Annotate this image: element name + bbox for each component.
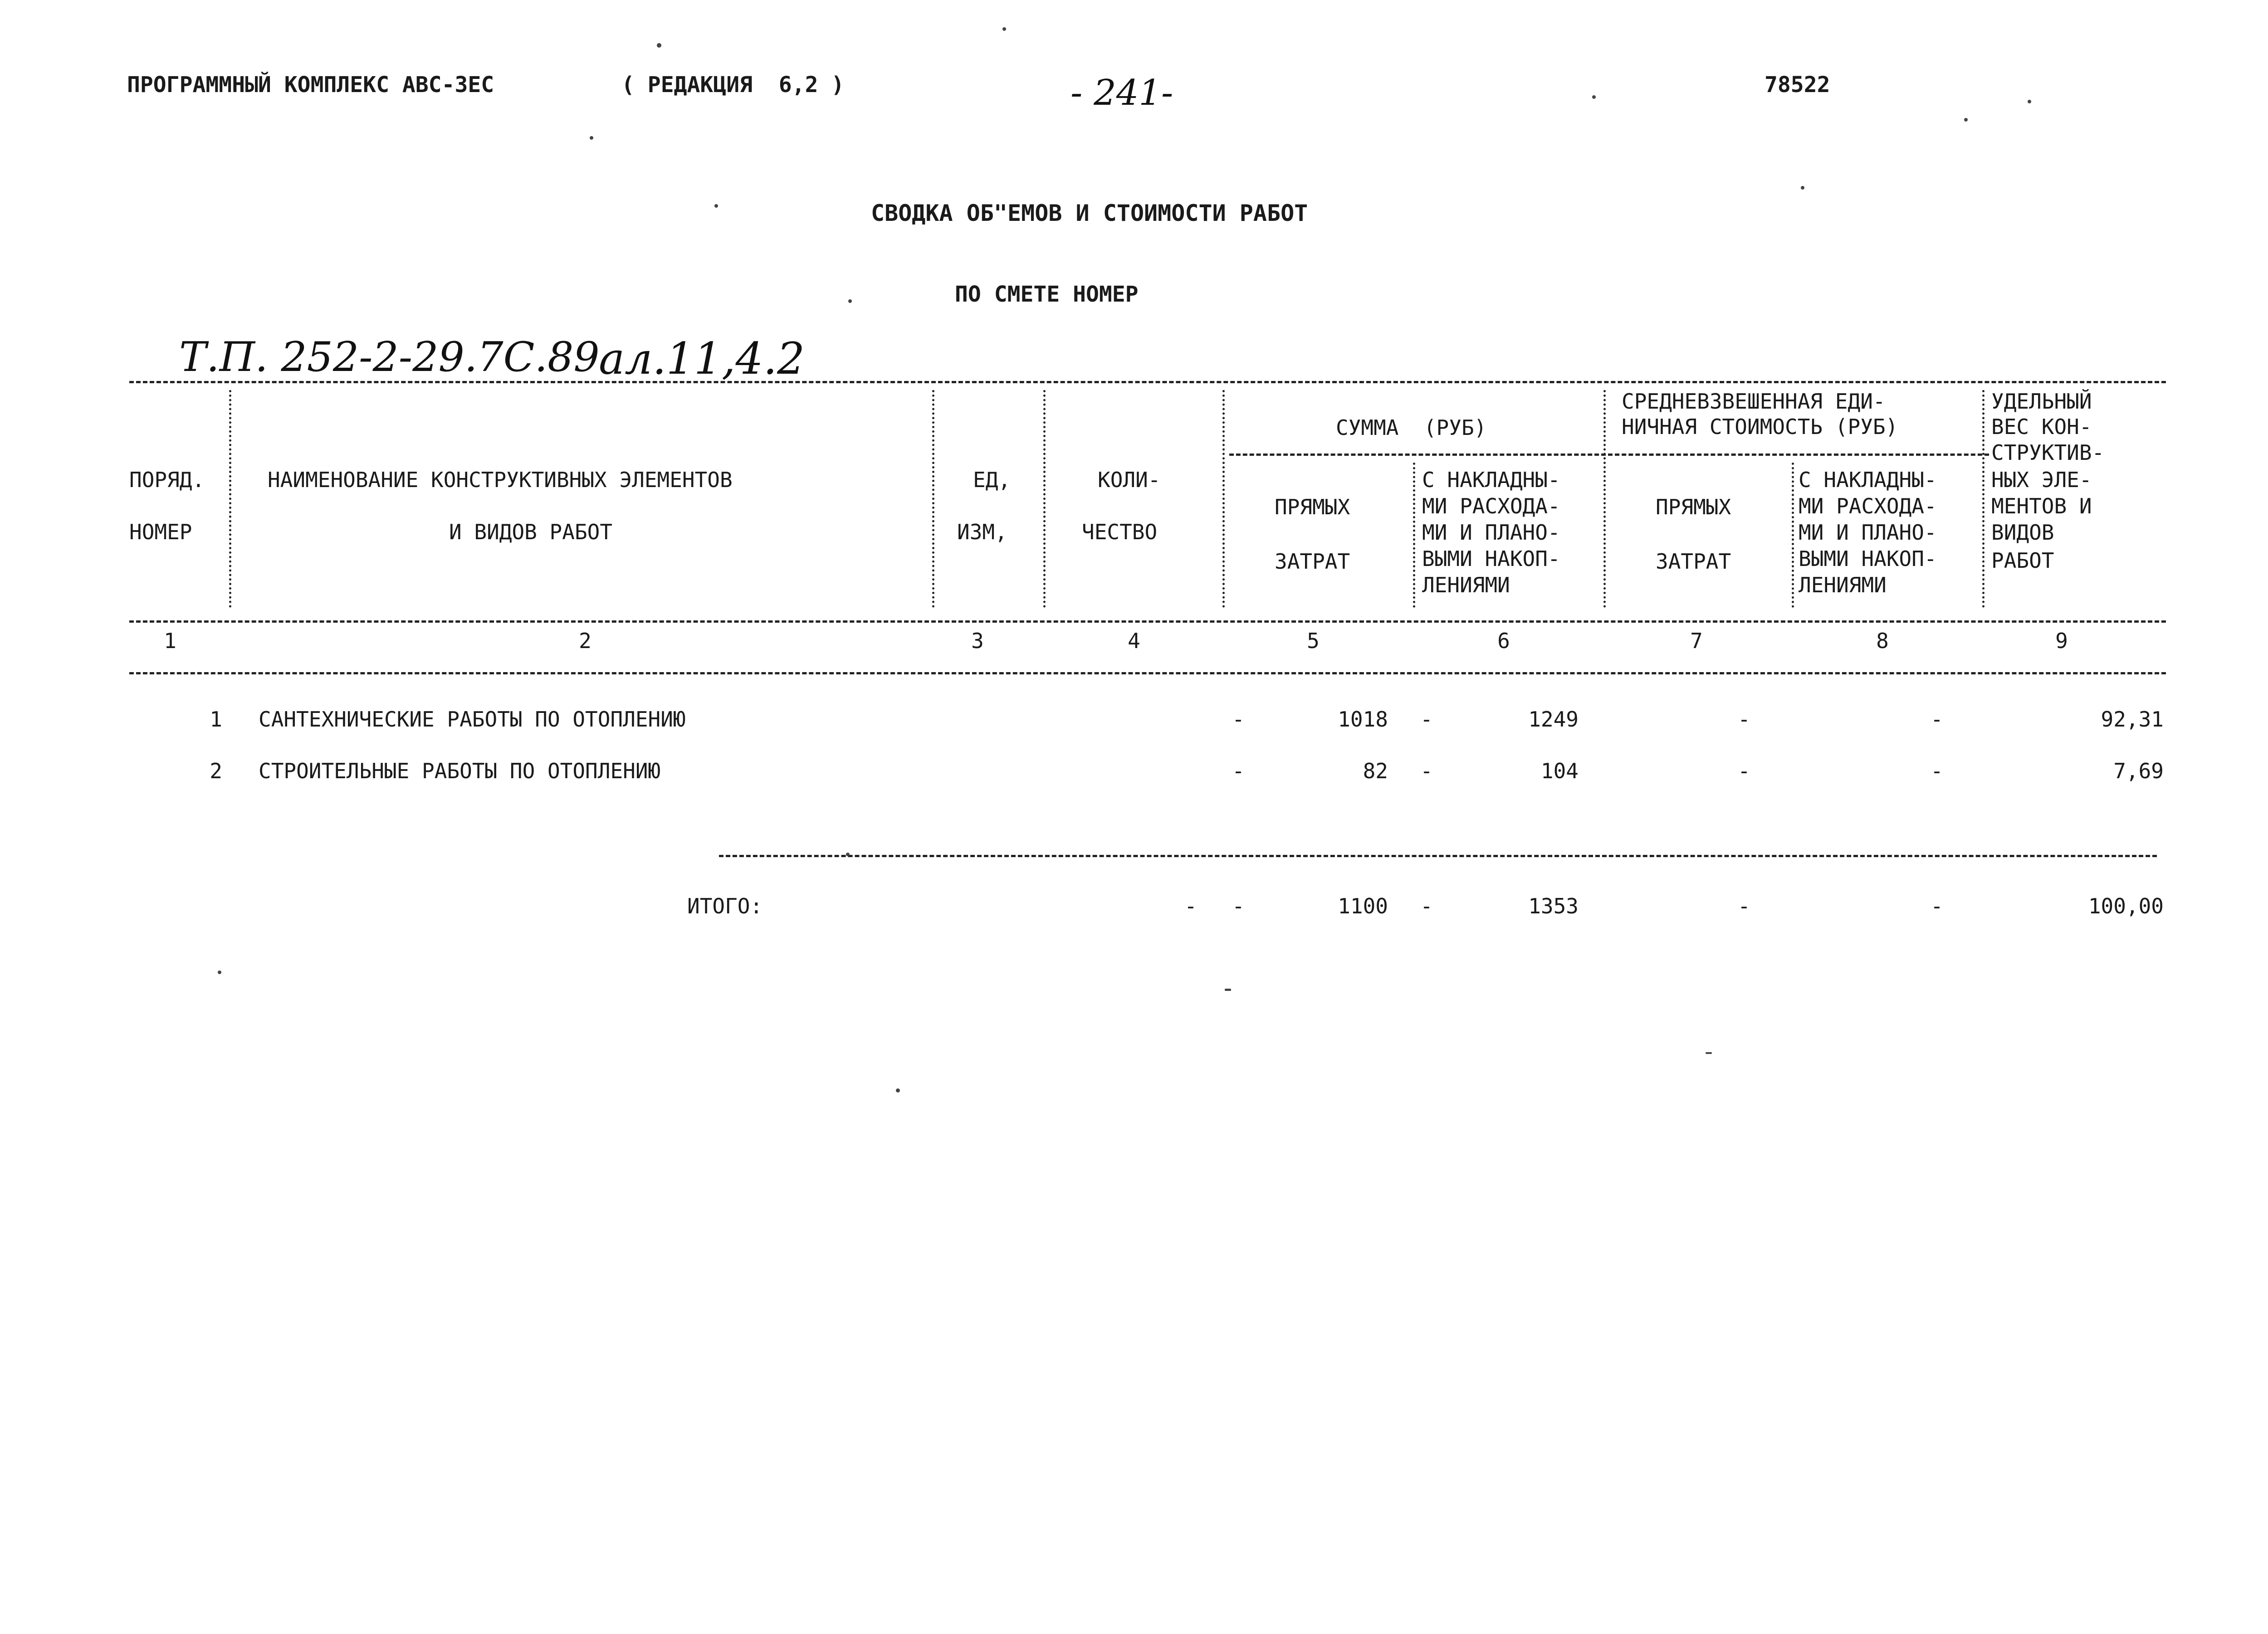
total-overhead-cost: 1353 [1528,894,1579,918]
column-number: 9 [2055,629,2068,653]
column-separator [229,390,231,608]
row-overhead-dash: - [1420,707,1433,732]
scan-speck [1225,989,1231,991]
column-number: 7 [1690,629,1703,653]
row-avg-overhead: - [1931,707,1943,732]
column-number: 5 [1307,629,1320,653]
row-share: 92,31 [2101,707,2164,732]
column-number: 8 [1876,629,1889,653]
header-avg-group-line1: СРЕДНЕВЗВЕШЕННАЯ ЕДИ- [1622,389,1886,414]
header-col6-line5: ЛЕНИЯМИ [1422,573,1510,597]
header-col9-line1: УДЕЛЬНЫЙ [1991,389,2092,414]
row-overhead-cost: 104 [1540,759,1579,783]
row-direct-cost: 82 [1363,759,1388,783]
total-direct-cost: 1100 [1338,894,1388,918]
header-sum-group: СУММА (РУБ) [1336,415,1487,440]
column-separator [1413,463,1415,608]
header-col9-line5: МЕНТОВ И [1991,494,2092,518]
header-col3-line1: ЕД, [973,468,1011,492]
row-avg-direct: - [1738,759,1750,783]
header-col3-line2: ИЗМ, [957,520,1007,544]
header-col1-line2: НОМЕР [129,520,192,544]
total-avg-direct: - [1738,894,1750,918]
header-col9-line7: РАБОТ [1991,548,2054,573]
header-col1-line1: ПОРЯД. [129,468,205,492]
row-overhead-cost: 1249 [1528,707,1579,732]
header-col2-line2: И ВИДОВ РАБОТ [449,520,613,544]
scan-speck [657,43,661,48]
column-separator [1603,390,1606,608]
scan-speck [1801,186,1804,190]
header-col7-line1: ПРЯМЫХ [1656,495,1731,519]
scan-speck [1706,1052,1712,1054]
row-quantity: - [1232,759,1245,783]
handwritten-project-reference: Т.П. 252-2-29.7С.89 [179,333,600,381]
total-overhead-dash: - [1420,894,1433,918]
document-code: 78522 [1765,72,1830,98]
program-edition: ( РЕДАКЦИЯ 6,2 ) [621,72,845,98]
column-separator [1222,390,1225,608]
header-col5-line1: ПРЯМЫХ [1275,495,1350,519]
program-name: ПРОГРАММНЫЙ КОМПЛЕКС АВС-3ЕС [127,72,494,98]
row-name: СТРОИТЕЛЬНЫЕ РАБОТЫ ПО ОТОПЛЕНИЮ [259,759,661,783]
scan-speck [1592,95,1596,99]
row-name: САНТЕХНИЧЕСКИЕ РАБОТЫ ПО ОТОПЛЕНИЮ [259,707,686,732]
header-avg-group-line2: НИЧНАЯ СТОИМОСТЬ (РУБ) [1622,415,1898,439]
header-col8-line2: МИ РАСХОДА- [1799,494,1937,518]
header-col8-line5: ЛЕНИЯМИ [1799,573,1887,597]
scan-speck [846,853,850,856]
scan-speck [1964,118,1968,122]
scan-speck [896,1088,900,1093]
handwritten-album-reference: ал.11,4.2 [599,333,805,384]
row-share: 7,69 [2113,759,2164,783]
header-col9-line6: ВИДОВ [1991,520,2054,545]
column-number: 1 [164,629,176,653]
header-col6-line1: С НАКЛАДНЫ- [1422,468,1560,492]
header-col9-line2: ВЕС КОН- [1991,415,2092,439]
row-quantity: - [1232,707,1245,732]
header-col4-line1: КОЛИ- [1098,468,1161,492]
header-col6-line3: МИ И ПЛАНО- [1422,520,1560,545]
column-number: 6 [1497,629,1510,653]
column-separator [1982,390,1984,608]
header-col4-line2: ЧЕСТВО [1082,520,1158,544]
column-separator [1792,463,1794,608]
total-quantity: - [1232,894,1245,918]
header-col5-line2: ЗАТРАТ [1275,549,1350,574]
column-separator [932,390,934,608]
avg-group-rule [1608,454,1989,456]
table-top-rule [129,381,2166,383]
header-col9-line3: СТРУКТИВ- [1991,440,2105,465]
header-col2-line1: НАИМЕНОВАНИЕ КОНСТРУКТИВНЫХ ЭЛЕМЕНТОВ [268,468,733,492]
scan-speck [590,136,593,140]
scan-speck [1002,27,1006,31]
column-separator [1043,390,1046,608]
header-col6-line2: МИ РАСХОДА- [1422,494,1560,518]
total-unit: - [1184,894,1197,918]
row-number: 1 [210,707,222,732]
total-label: ИТОГО: [687,894,763,918]
column-number: 3 [971,629,984,653]
column-number: 4 [1128,629,1140,653]
row-avg-overhead: - [1931,759,1943,783]
total-rule [719,855,2157,857]
scan-speck [2028,100,2031,103]
header-bottom-rule [129,620,2166,623]
header-col7-line2: ЗАТРАТ [1656,549,1731,574]
row-avg-direct: - [1738,707,1750,732]
scan-speck [848,299,852,303]
header-col6-line4: ВЫМИ НАКОП- [1422,546,1560,571]
row-overhead-dash: - [1420,759,1433,783]
column-number-rule [129,672,2166,674]
row-number: 2 [210,759,222,783]
header-col9-line4: НЫХ ЭЛЕ- [1991,468,2092,492]
estimate-number-label: ПО СМЕТЕ НОМЕР [955,282,1139,307]
total-share: 100,00 [2088,894,2164,918]
scan-speck [218,971,221,974]
sum-group-rule [1229,454,1606,456]
document-title: СВОДКА ОБ"ЕМОВ И СТОИМОСТИ РАБОТ [871,200,1308,226]
column-number: 2 [579,629,591,653]
scan-speck [714,204,718,208]
page-number: - 241- [1070,73,1173,113]
header-col8-line4: ВЫМИ НАКОП- [1799,546,1937,571]
header-col8-line3: МИ И ПЛАНО- [1799,520,1937,545]
row-direct-cost: 1018 [1338,707,1388,732]
total-avg-overhead: - [1931,894,1943,918]
header-col8-line1: С НАКЛАДНЫ- [1799,468,1937,492]
